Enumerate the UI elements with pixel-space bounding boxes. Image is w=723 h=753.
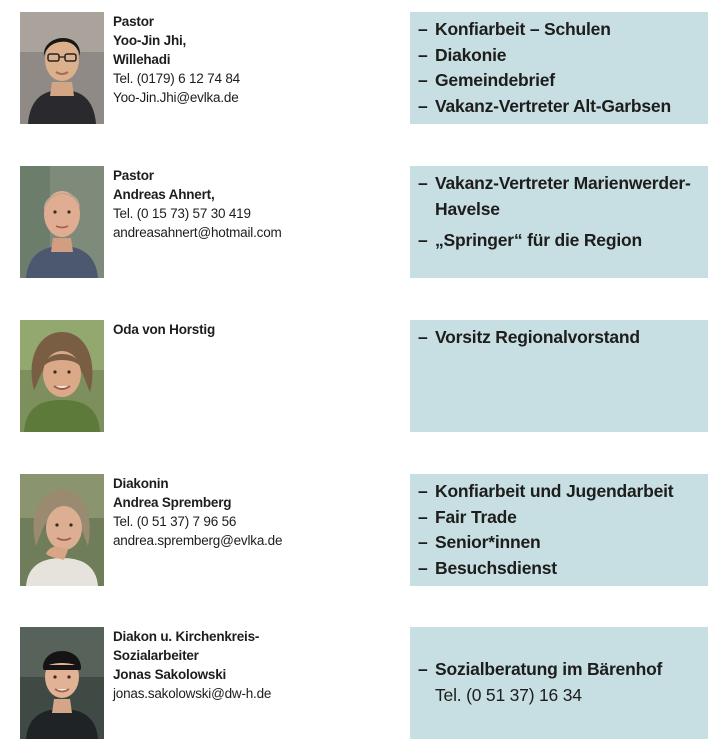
- role: Diakonin: [113, 476, 169, 491]
- contact-info: [113, 627, 403, 703]
- task-item: – Vorsitz Regionalvorstand: [418, 327, 640, 347]
- contact-info: [113, 320, 403, 339]
- tasks-box: [410, 12, 708, 124]
- task-item: – Vakanz-Vertreter Marienwerder-Havelse: [418, 173, 691, 219]
- phone: Tel. (0 51 37) 7 96 56: [113, 514, 237, 529]
- person-name: Andreas Ahnert,: [113, 187, 215, 202]
- person-name: Jonas Sakolowski: [113, 667, 227, 682]
- person-row-3: [0, 320, 723, 432]
- role-continued: Sozialarbeiter: [113, 648, 199, 663]
- role: Pastor: [113, 14, 154, 29]
- task-item: – Konfiarbeit und Jugendarbeit: [418, 481, 674, 501]
- tasks-box: [410, 166, 708, 278]
- person-name: Yoo-Jin Jhi,: [113, 33, 187, 48]
- person-row-2: [0, 166, 723, 278]
- task-item: – Vakanz-Vertreter Alt-Garbsen: [418, 95, 671, 116]
- task-phone: Tel. (0 51 37) 16 34: [435, 684, 582, 705]
- role: Pastor: [113, 168, 154, 183]
- task-item: – Diakonie: [418, 44, 507, 65]
- person-row-4: [0, 474, 723, 586]
- role: Diakon u. Kirchenkreis-: [113, 629, 260, 644]
- email-link[interactable]: andreasahnert@hotmail.com: [113, 225, 282, 240]
- photo-oda-von-horstig: [20, 320, 104, 432]
- tasks-box: [410, 320, 708, 432]
- task-item: – Sozialberatung im Bärenhof: [418, 659, 663, 679]
- tasks-box: [410, 474, 708, 586]
- tasks-box: [410, 627, 708, 739]
- photo-jonas-sakolowski: [20, 627, 104, 739]
- email-link[interactable]: jonas.sakolowski@dw-h.de: [113, 686, 272, 701]
- contact-info: [113, 166, 403, 242]
- contact-info: [113, 12, 403, 107]
- task-item: – Fair Trade: [418, 506, 517, 527]
- task-item: – „Springer“ für die Region: [418, 230, 642, 250]
- parish: Willehadi: [113, 52, 171, 67]
- person-name: Andrea Spremberg: [113, 495, 232, 510]
- task-item: – Gemeindebrief: [418, 70, 555, 90]
- photo-yoo-jin-jhi: [20, 12, 104, 124]
- photo-andreas-ahnert: [20, 166, 104, 278]
- phone: Tel. (0 15 73) 57 30 419: [113, 206, 251, 221]
- phone: Tel. (0179) 6 12 74 84: [113, 71, 240, 86]
- email-link[interactable]: andrea.spremberg@evlka.de: [113, 533, 283, 548]
- task-item: – Besuchsdienst: [418, 557, 557, 578]
- email-link[interactable]: Yoo-Jin.Jhi@evlka.de: [113, 90, 239, 105]
- task-item: – Senior*innen: [418, 532, 541, 552]
- contact-info: [113, 474, 403, 550]
- photo-andrea-spremberg: [20, 474, 104, 586]
- task-item: – Konfiarbeit – Schulen: [418, 19, 611, 39]
- person-name: Oda von Horstig: [113, 322, 216, 337]
- person-row-1: [0, 12, 723, 124]
- person-row-5: [0, 627, 723, 739]
